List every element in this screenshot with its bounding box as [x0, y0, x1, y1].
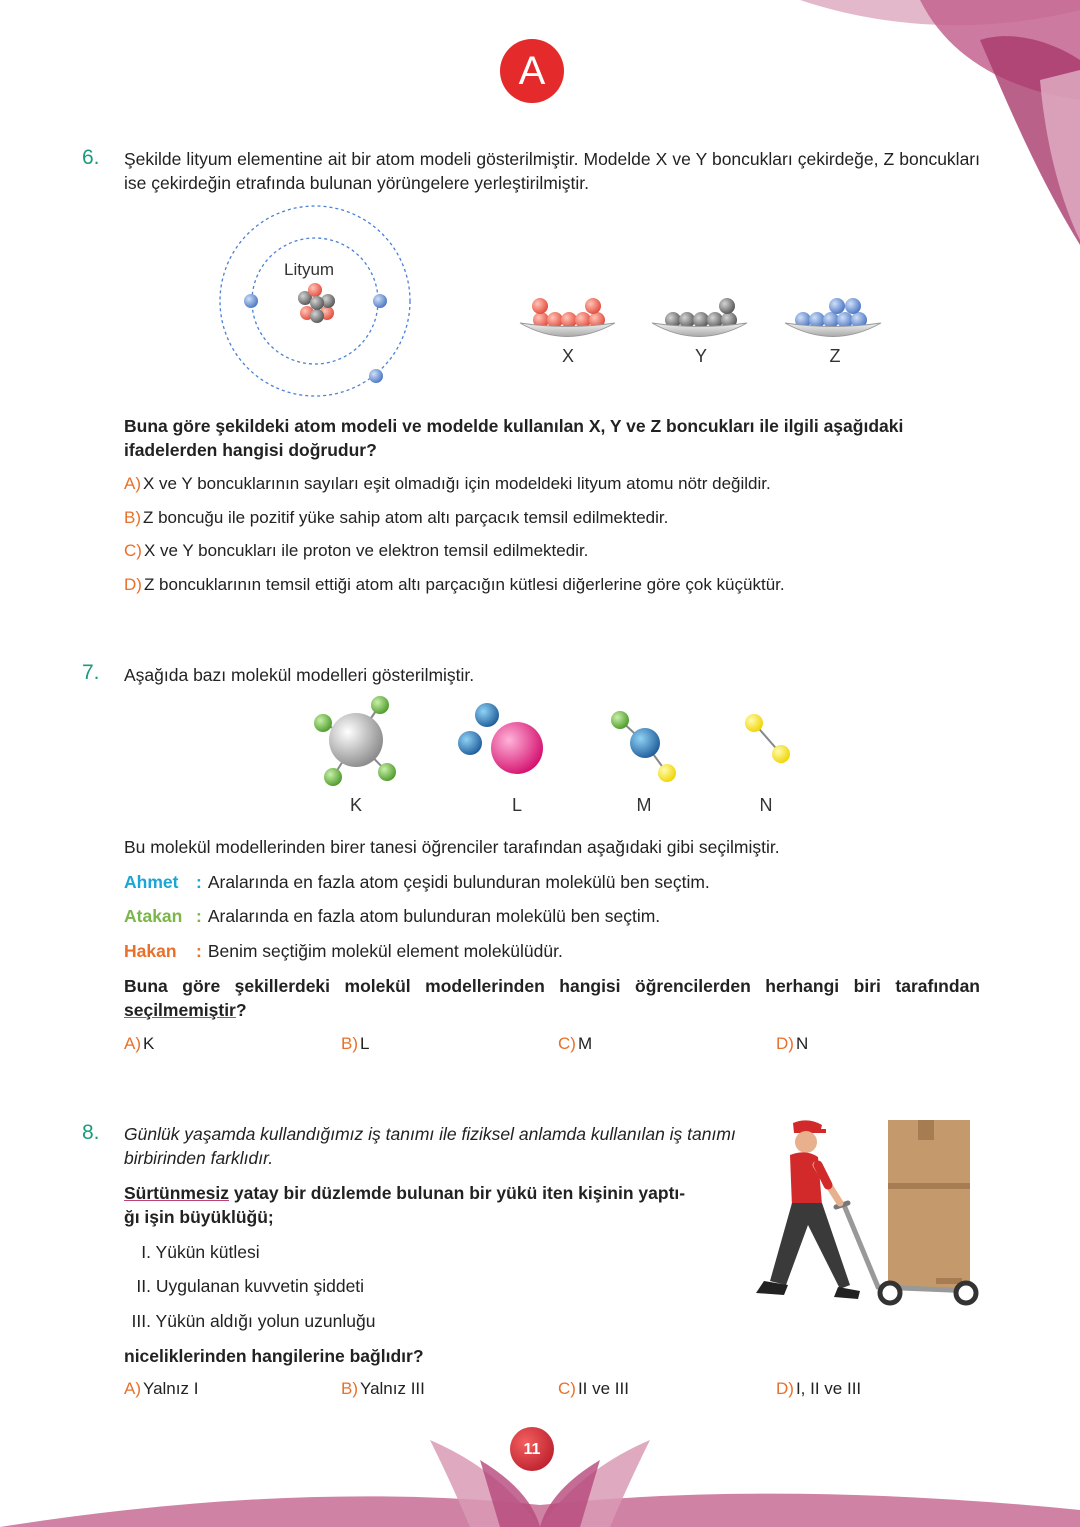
delivery-person-illustration	[748, 1115, 988, 1315]
q6-option-b[interactable]: B) Z boncuğu ile pozitif yüke sahip atom altı parçacık temsil edilmektedir.	[124, 508, 669, 527]
q7-option-a[interactable]: A) K	[124, 1034, 155, 1053]
question-6-stem: Buna göre şekildeki atom modeli ve modelde kullanılan X, Y ve Z boncukları ile ilgili aşağıdaki ifadelerden hangisi doğrudur?	[124, 416, 904, 460]
q8-item-3: III. Yükün aldığı yolun uzunluğu	[131, 1311, 376, 1331]
page-number-badge	[510, 1427, 554, 1471]
atom-label: Lityum	[284, 260, 335, 279]
molecule-label-k: K	[349, 795, 362, 815]
question-8-end: niceliklerinden hangilerine bağlıdır?	[124, 1346, 424, 1366]
molecule-label-m: M	[636, 795, 652, 815]
molecule-label-n: N	[759, 795, 773, 815]
student-ahmet: Ahmet : Aralarında en fazla atom çeşidi bulunduran molekülü ben seçtim.	[124, 872, 710, 892]
question-7-intro: Aşağıda bazı molekül modelleri gösterilmiştir.	[124, 665, 475, 685]
q8-option-a[interactable]: A) Yalnız I	[124, 1379, 199, 1398]
molecule-models	[300, 695, 800, 795]
lithium-atom-model	[215, 200, 420, 400]
q6-option-c[interactable]: C) X ve Y boncukları ile proton ve elektron temsil edilmektedir.	[124, 541, 589, 560]
student-atakan: Atakan : Aralarında en fazla atom bulunduran molekülü ben seçtim.	[124, 906, 661, 926]
q8-item-1: I. Yükün kütlesi	[141, 1242, 260, 1262]
q7-option-b[interactable]: B) L	[341, 1034, 370, 1053]
q6-option-d[interactable]: D) Z boncuklarının temsil ettiği atom altı parçacığın kütlesi diğerlerine göre çok küçüktür.	[124, 575, 785, 594]
q7-option-d[interactable]: D) N	[776, 1034, 809, 1053]
q8-option-d[interactable]: D) I, II ve III	[776, 1379, 862, 1398]
booklet-badge	[500, 39, 564, 103]
question-7-number: 7.	[82, 661, 100, 684]
question-7-lead: Bu molekül modellerinden birer tanesi öğrenciler tarafından aşağıdaki gibi seçilmiştir.	[124, 837, 780, 857]
q8-item-2: II. Uygulanan kuvvetin şiddeti	[136, 1276, 365, 1296]
q7-option-c[interactable]: C) M	[558, 1034, 593, 1053]
question-8-number: 8.	[82, 1121, 100, 1144]
booklet-letter: A	[518, 49, 546, 93]
molecule-label-l: L	[511, 795, 522, 815]
question-8-intro: Günlük yaşamda kullandığımız iş tanımı ile fiziksel anlamda kullanılan iş tanımı birbirinden farklıdır.	[124, 1124, 736, 1168]
bead-bowls	[515, 290, 895, 350]
bowl-label-z: Z	[829, 346, 841, 366]
bowl-label-y: Y	[694, 346, 707, 366]
question-8-stem: Sürtünmesiz yatay bir düzlemde bulunan bir yükü iten kişinin yaptı- ğı işin büyüklüğü;	[124, 1183, 686, 1227]
question-6-intro: Şekilde lityum elementine ait bir atom modeli gösterilmiştir. Modelde X ve Y boncukları çekirdeğe, Z boncukları ise çekirdeğin etrafında bulunan yörüngelere yerleştirilmiştir.	[124, 149, 980, 193]
q8-option-b[interactable]: B) Yalnız III	[341, 1379, 425, 1398]
corner-petal-decoration	[780, 0, 1080, 250]
student-hakan: Hakan : Benim seçtiğim molekül element molekülüdür.	[124, 941, 563, 961]
q8-option-c[interactable]: C) II ve III	[558, 1379, 629, 1398]
question-6-number: 6.	[82, 146, 100, 169]
question-7-stem: Buna göre şekillerdeki molekül modellerinden hangisi öğrencilerden herhangi biri tarafından seçilmemiştir?	[124, 976, 980, 1020]
page-number: 11	[523, 1441, 541, 1458]
bowl-label-x: X	[561, 346, 574, 366]
q6-option-a[interactable]: A) X ve Y boncuklarının sayıları eşit olmadığı için modeldeki lityum atomu nötr değildir.	[124, 474, 771, 493]
